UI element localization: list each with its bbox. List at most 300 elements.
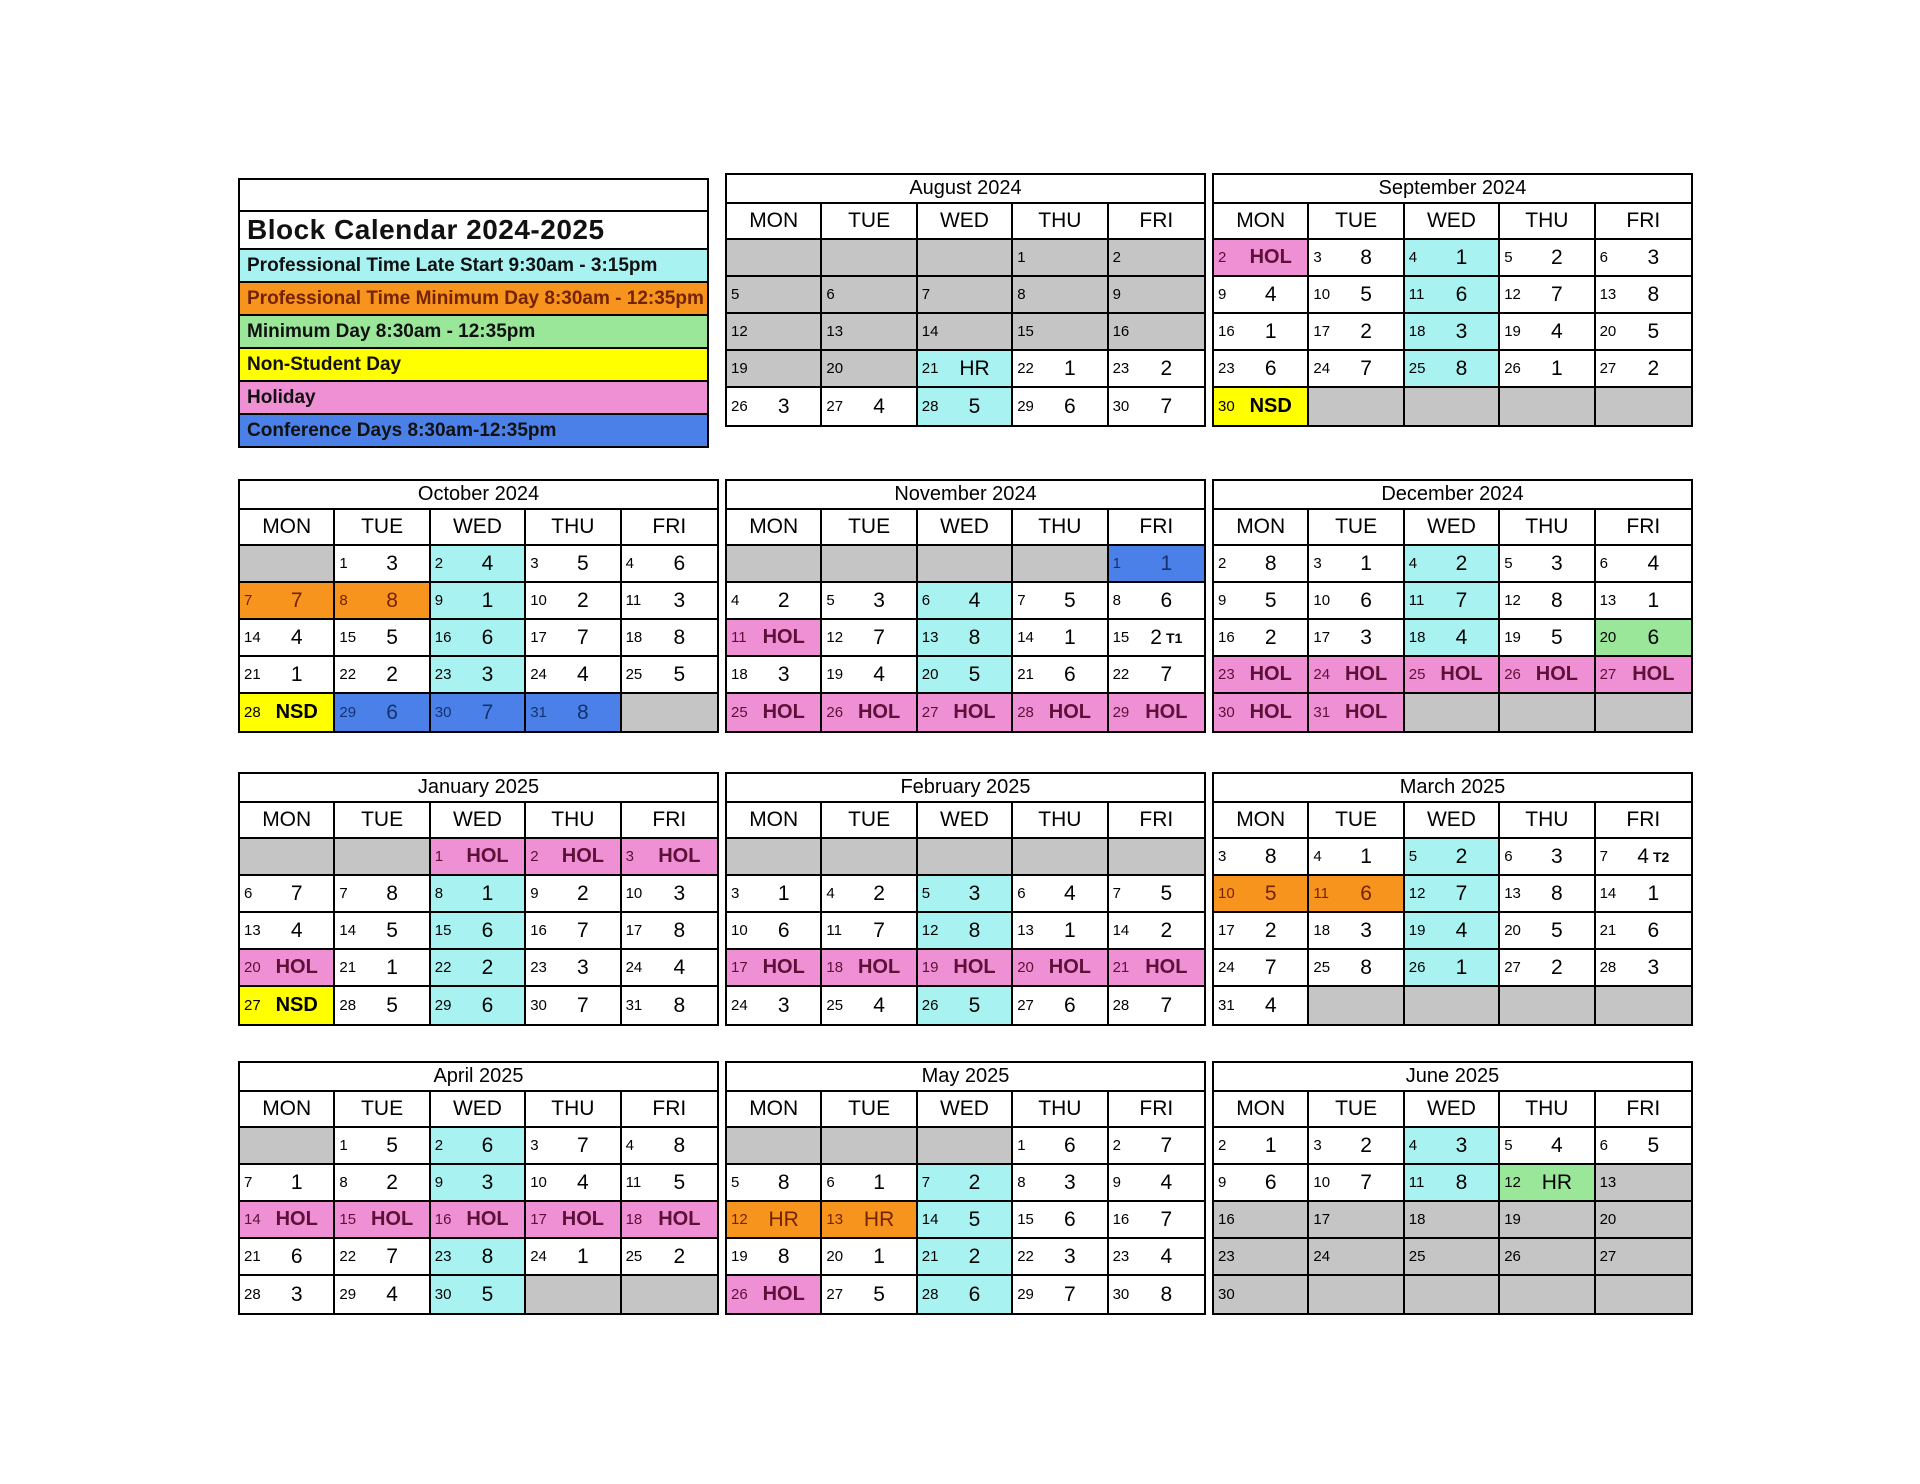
cell-label-area — [365, 882, 418, 906]
day-number: 6 — [826, 286, 835, 303]
cell-label-area — [1530, 882, 1583, 906]
day-number: 1 — [1017, 1137, 1026, 1154]
cell-label: 1 — [577, 1244, 589, 1268]
day-number: 1 — [1112, 555, 1121, 572]
cell-label: 6 — [1160, 588, 1173, 612]
calendar-week-row — [1214, 277, 1691, 314]
calendar-cell — [1405, 277, 1500, 314]
cell-label-area — [948, 1208, 1001, 1232]
day-number: 21 — [1599, 922, 1617, 939]
calendar-cell — [1214, 240, 1309, 277]
cell-label: 7 — [577, 993, 589, 1017]
day-number: 6 — [1599, 555, 1608, 572]
day-number: 29 — [434, 997, 452, 1014]
day-number: 22 — [434, 959, 452, 976]
calendar-cell — [1500, 987, 1595, 1024]
calendar-cell — [335, 657, 430, 694]
day-number: 1 — [1017, 249, 1026, 266]
day-number: 5 — [1408, 848, 1418, 865]
cell-label: 1 — [1455, 955, 1468, 979]
cell-label-area — [556, 1171, 609, 1195]
cell-label-area — [1139, 589, 1194, 613]
cell-label: HOL — [275, 956, 318, 978]
day-number: 19 — [1504, 629, 1521, 646]
cell-label: 6 — [481, 625, 494, 649]
cell-label: 8 — [481, 1244, 494, 1268]
calendar-cell — [240, 583, 335, 620]
day-number: 5 — [1504, 1137, 1513, 1154]
day-number: 7 — [244, 1174, 253, 1191]
calendar-cell — [526, 1239, 621, 1276]
cell-label: 4 — [577, 1170, 589, 1194]
day-number: 26 — [1504, 666, 1521, 683]
day-number: 22 — [1112, 666, 1130, 683]
calendar-cell — [1013, 620, 1108, 657]
cell-label: 8 — [673, 625, 686, 649]
cell-label-area — [1244, 1171, 1297, 1195]
cell-label: 5 — [673, 1170, 686, 1194]
day-number: 13 — [1599, 1174, 1617, 1191]
cell-label-area — [652, 882, 707, 906]
cell-label-area — [1139, 701, 1194, 724]
cell-label: 8 — [577, 700, 589, 724]
cell-label-area — [1339, 552, 1392, 576]
calendar-cell — [1309, 913, 1404, 950]
calendar-cell — [1013, 694, 1108, 731]
cell-label: 3 — [673, 588, 686, 612]
day-number: 1 — [434, 848, 444, 865]
calendar-cell — [1405, 620, 1500, 657]
cell-label-area — [1244, 626, 1297, 650]
day-number: 14 — [339, 922, 357, 939]
calendar-cell — [1109, 694, 1204, 731]
cell-label-area — [852, 1283, 905, 1307]
cell-label-area — [652, 1134, 707, 1158]
calendar-week-row — [727, 1239, 1204, 1276]
day-number: 5 — [921, 885, 931, 902]
cell-label-area — [365, 701, 418, 725]
calendar-week-row — [1214, 839, 1691, 876]
weekday-header-row — [240, 510, 717, 546]
calendar-cell — [1109, 388, 1204, 425]
cell-label: 2 — [1455, 844, 1468, 868]
weekday-header-row — [727, 204, 1204, 240]
cell-label-area — [652, 845, 707, 868]
cell-label: 1 — [1064, 625, 1076, 649]
cell-label: 1 — [481, 881, 494, 905]
cell-label: 7 — [1160, 1207, 1173, 1231]
calendar-cell — [918, 620, 1013, 657]
cell-label-area — [270, 701, 323, 724]
cell-label: 3 — [1360, 625, 1372, 649]
calendar-week-row — [727, 839, 1204, 876]
calendar-cell — [1214, 351, 1309, 388]
cell-label-area — [365, 919, 418, 943]
cell-label: NSD — [1249, 395, 1292, 417]
cell-label-area — [1139, 1208, 1194, 1232]
cell-label: HOL — [466, 845, 509, 867]
cell-label-area — [1530, 283, 1583, 307]
calendar-week-row — [1214, 1276, 1691, 1313]
day-number: 15 — [1017, 323, 1034, 340]
calendar-week-row — [1214, 240, 1691, 277]
calendar-cell — [335, 1239, 430, 1276]
weekday-header: WED — [431, 1092, 526, 1128]
day-number: 19 — [826, 666, 844, 683]
calendar-cell — [727, 583, 822, 620]
cell-label: 6 — [481, 918, 494, 942]
calendar-cell — [1109, 839, 1204, 876]
calendar-cell — [526, 657, 621, 694]
day-number: 9 — [434, 1174, 444, 1191]
day-number: 7 — [1112, 885, 1121, 902]
calendar-cell — [1500, 277, 1595, 314]
day-number: 25 — [1408, 1248, 1426, 1265]
cell-label: 8 — [1360, 955, 1372, 979]
cell-label-area — [652, 552, 707, 576]
calendar-cell — [1405, 876, 1500, 913]
calendar-week-row — [727, 1202, 1204, 1239]
day-number: 20 — [826, 1248, 844, 1265]
day-number: 13 — [826, 1211, 844, 1228]
cell-label-area — [1139, 1171, 1194, 1195]
weekday-header-row — [727, 803, 1204, 839]
day-number: 11 — [1408, 592, 1425, 609]
month-february-2025 — [725, 772, 1206, 1026]
cell-label-area — [757, 956, 810, 979]
weekday-header: THU — [1500, 510, 1595, 546]
cell-label-area — [948, 701, 1001, 724]
calendar-week-row — [240, 839, 717, 876]
day-number: 30 — [434, 704, 452, 721]
weekday-header: FRI — [1596, 510, 1691, 546]
cell-label: 8 — [777, 1244, 790, 1268]
day-number: 3 — [530, 555, 539, 572]
cell-label-area — [556, 956, 609, 980]
weekday-header-row — [727, 1092, 1204, 1128]
calendar-cell — [240, 546, 335, 583]
calendar-week-row — [1214, 876, 1691, 913]
cell-label-area — [852, 626, 905, 650]
cell-label: 2 — [777, 588, 790, 612]
calendar-cell — [335, 1202, 430, 1239]
cell-label-area — [270, 919, 323, 943]
cell-label-area — [1530, 552, 1583, 576]
cell-label: 8 — [968, 625, 981, 649]
day-number: 19 — [1504, 1211, 1521, 1228]
calendar-cell — [822, 1239, 917, 1276]
calendar-cell — [1013, 240, 1108, 277]
calendar-title: Block Calendar 2024-2025 — [240, 210, 707, 248]
cell-label-area — [461, 589, 514, 613]
cell-label: 8 — [1264, 551, 1277, 575]
calendar-week-row — [240, 583, 717, 620]
cell-label-area — [948, 626, 1001, 650]
calendar-week-row — [240, 1202, 717, 1239]
cell-label: 1 — [1064, 918, 1076, 942]
cell-label-area — [1530, 589, 1583, 613]
calendar-cell — [240, 1128, 335, 1165]
cell-label: HOL — [1145, 956, 1188, 978]
calendar-cell — [431, 1276, 526, 1313]
day-number: 17 — [1218, 922, 1235, 939]
calendar-week-row — [727, 351, 1204, 388]
day-number: 16 — [530, 922, 547, 939]
day-number: 6 — [921, 592, 931, 609]
calendar-cell — [1013, 950, 1108, 987]
calendar-cell — [335, 913, 430, 950]
day-number: 3 — [1313, 1137, 1322, 1154]
calendar-cell — [1596, 657, 1691, 694]
day-number: 17 — [530, 629, 547, 646]
cell-label: 3 — [1647, 245, 1660, 269]
calendar-cell — [1013, 1128, 1108, 1165]
day-number: 17 — [625, 922, 643, 939]
calendar-cell — [431, 1128, 526, 1165]
day-number: 20 — [1599, 629, 1617, 646]
calendar-cell — [1109, 1239, 1204, 1276]
calendar-cell — [1309, 1128, 1404, 1165]
day-number: 9 — [434, 592, 444, 609]
cell-label-area — [270, 1283, 323, 1307]
day-number: 7 — [921, 286, 931, 303]
calendar-cell — [1013, 1202, 1108, 1239]
calendar-cell — [918, 583, 1013, 620]
calendar-cell — [918, 1276, 1013, 1313]
cell-label: 2 — [1264, 918, 1277, 942]
calendar-cell — [1405, 913, 1500, 950]
cell-label-area — [556, 626, 609, 650]
calendar-cell — [822, 314, 917, 351]
cell-label-area — [1339, 357, 1392, 381]
cell-label-area — [1339, 882, 1392, 906]
calendar-cell — [526, 876, 621, 913]
cell-label-area — [556, 919, 609, 943]
cell-label: 3 — [1551, 844, 1563, 868]
cell-label-area — [556, 701, 609, 725]
cell-label: 3 — [481, 662, 494, 686]
weekday-header: THU — [526, 803, 621, 839]
cell-label-area — [1339, 1171, 1392, 1195]
cell-label: 4 — [1160, 1244, 1173, 1268]
cell-label-area — [1626, 1134, 1681, 1158]
calendar-week-row — [1214, 314, 1691, 351]
calendar-cell — [526, 620, 621, 657]
calendar-cell — [526, 839, 621, 876]
calendar-cell — [1309, 876, 1404, 913]
day-number: 10 — [1218, 885, 1235, 902]
cell-label: 7 — [1360, 356, 1372, 380]
day-number: 2 — [1112, 249, 1121, 266]
cell-label-area — [757, 589, 810, 613]
cell-label-area — [948, 357, 1001, 381]
calendar-week-row — [240, 1128, 717, 1165]
day-number: 21 — [921, 1248, 939, 1265]
cell-label: 3 — [1064, 1244, 1076, 1268]
cell-label: 8 — [777, 1170, 790, 1194]
day-number: 7 — [1017, 592, 1026, 609]
cell-label-area — [1043, 589, 1096, 613]
cell-label-area — [270, 663, 323, 687]
day-number: 5 — [826, 592, 835, 609]
calendar-cell — [1309, 620, 1404, 657]
weekday-header: THU — [1500, 204, 1595, 240]
calendar-cell — [1405, 1202, 1500, 1239]
calendar-cell — [1405, 583, 1500, 620]
cell-label-area — [1626, 589, 1681, 613]
day-number: 25 — [625, 1248, 643, 1265]
cell-label: 3 — [1551, 551, 1563, 575]
day-number: 26 — [1504, 1248, 1521, 1265]
cell-label: 8 — [1551, 881, 1563, 905]
calendar-cell — [1500, 314, 1595, 351]
cell-label-area — [1139, 1134, 1194, 1158]
weekday-header: MON — [727, 803, 822, 839]
cell-label-area — [556, 882, 609, 906]
calendar-cell — [622, 1165, 717, 1202]
weekday-header: FRI — [622, 510, 717, 546]
day-number: 8 — [339, 1174, 348, 1191]
cell-label-area — [1244, 320, 1297, 344]
calendar-cell — [1013, 277, 1108, 314]
calendar-cell — [822, 1165, 917, 1202]
weekday-header: MON — [240, 510, 335, 546]
cell-label-area — [1043, 626, 1096, 650]
cell-label-area — [1435, 882, 1488, 906]
cell-label-area — [1339, 1134, 1392, 1158]
calendar-cell — [1309, 694, 1404, 731]
day-number: 15 — [1017, 1211, 1034, 1228]
day-number: 16 — [1218, 1211, 1235, 1228]
cell-label: 7 — [1160, 993, 1173, 1017]
day-number: 31 — [1313, 704, 1331, 721]
cell-label-area — [270, 1171, 323, 1195]
weekday-header: THU — [1500, 803, 1595, 839]
day-number: 12 — [1504, 286, 1521, 303]
day-number: 20 — [921, 666, 939, 683]
cell-label-area — [1244, 395, 1297, 418]
day-number: 21 — [244, 666, 261, 683]
cell-label: HOL — [658, 845, 701, 867]
cell-label: 3 — [1647, 955, 1660, 979]
calendar-cell — [822, 694, 917, 731]
legend-item-ptmin: Professional Time Minimum Day 8:30am - 12:35pm — [240, 281, 707, 314]
day-number: 22 — [1017, 1248, 1034, 1265]
cell-label-area — [365, 626, 418, 650]
calendar-cell — [1214, 694, 1309, 731]
cell-label-area — [1043, 1171, 1096, 1195]
cell-label-area — [1244, 1134, 1297, 1158]
calendar-cell — [240, 620, 335, 657]
calendar-week-row — [1214, 1128, 1691, 1165]
day-number: 8 — [339, 592, 348, 609]
calendar-week-row — [240, 1239, 717, 1276]
day-number: 12 — [1408, 885, 1426, 902]
calendar-cell — [1214, 950, 1309, 987]
day-number: 28 — [1112, 997, 1130, 1014]
calendar-cell — [1309, 1202, 1404, 1239]
calendar-cell — [1309, 277, 1404, 314]
cell-label-area — [461, 956, 514, 980]
weekday-header: FRI — [1109, 803, 1204, 839]
weekday-header: TUE — [335, 510, 430, 546]
legend-item-late: Professional Time Late Start 9:30am - 3:15pm — [240, 248, 707, 281]
cell-label: 6 — [1064, 394, 1076, 418]
calendar-cell — [822, 620, 917, 657]
cell-label-area — [461, 882, 514, 906]
calendar-week-row — [240, 913, 717, 950]
day-number: 3 — [1218, 848, 1227, 865]
calendar-cell — [240, 839, 335, 876]
cell-label: HOL — [561, 845, 604, 867]
day-number: 10 — [1313, 286, 1331, 303]
day-number: 6 — [1504, 848, 1513, 865]
cell-label-area — [1043, 701, 1096, 724]
day-number: 9 — [1218, 286, 1227, 303]
day-number: 5 — [731, 1174, 740, 1191]
day-number: 14 — [921, 1211, 939, 1228]
cell-label-area — [556, 663, 609, 687]
calendar-cell — [526, 987, 621, 1024]
cell-label-area — [757, 395, 810, 419]
cell-label: 7 — [290, 881, 303, 905]
cell-label: NSD — [275, 994, 318, 1016]
cell-label-area — [556, 1208, 609, 1231]
day-number: 10 — [1313, 592, 1331, 609]
cell-label-area — [1435, 919, 1488, 943]
cell-label-area — [852, 1245, 905, 1269]
calendar-cell — [727, 1202, 822, 1239]
cell-label: 5 — [968, 1207, 981, 1231]
calendar-cell — [822, 987, 917, 1024]
cell-label: 2 — [1551, 955, 1563, 979]
day-number: 12 — [1504, 1174, 1521, 1191]
cell-label: HOL — [762, 701, 805, 723]
day-number: 11 — [625, 1174, 642, 1191]
day-number: 18 — [1408, 323, 1426, 340]
calendar-cell — [622, 950, 717, 987]
day-number: 4 — [826, 885, 835, 902]
calendar-cell — [1500, 839, 1595, 876]
calendar-cell — [1214, 1165, 1309, 1202]
cell-label-area — [1626, 845, 1681, 869]
day-number: 3 — [625, 848, 634, 865]
weekday-header: MON — [1214, 204, 1309, 240]
weekday-header-row — [1214, 204, 1691, 240]
day-number: 2 — [530, 848, 539, 865]
day-number: 23 — [530, 959, 547, 976]
calendar-cell — [727, 913, 822, 950]
cell-label: 1 — [1455, 245, 1468, 269]
calendar-cell — [335, 876, 430, 913]
cell-label: 5 — [873, 1282, 885, 1306]
calendar-cell — [1214, 1128, 1309, 1165]
calendar-cell — [1214, 583, 1309, 620]
calendar-cell — [1109, 1202, 1204, 1239]
day-number: 14 — [921, 323, 939, 340]
calendar-cell — [1214, 1239, 1309, 1276]
month-april-2025 — [238, 1061, 719, 1315]
calendar-cell — [727, 1165, 822, 1202]
calendar-week-row — [727, 987, 1204, 1024]
day-number: 8 — [1017, 286, 1026, 303]
cell-label-area — [270, 882, 323, 906]
calendar-cell — [622, 876, 717, 913]
calendar-cell — [240, 987, 335, 1024]
cell-label-area — [948, 919, 1001, 943]
weekday-header: MON — [240, 803, 335, 839]
month-november-2024 — [725, 479, 1206, 733]
